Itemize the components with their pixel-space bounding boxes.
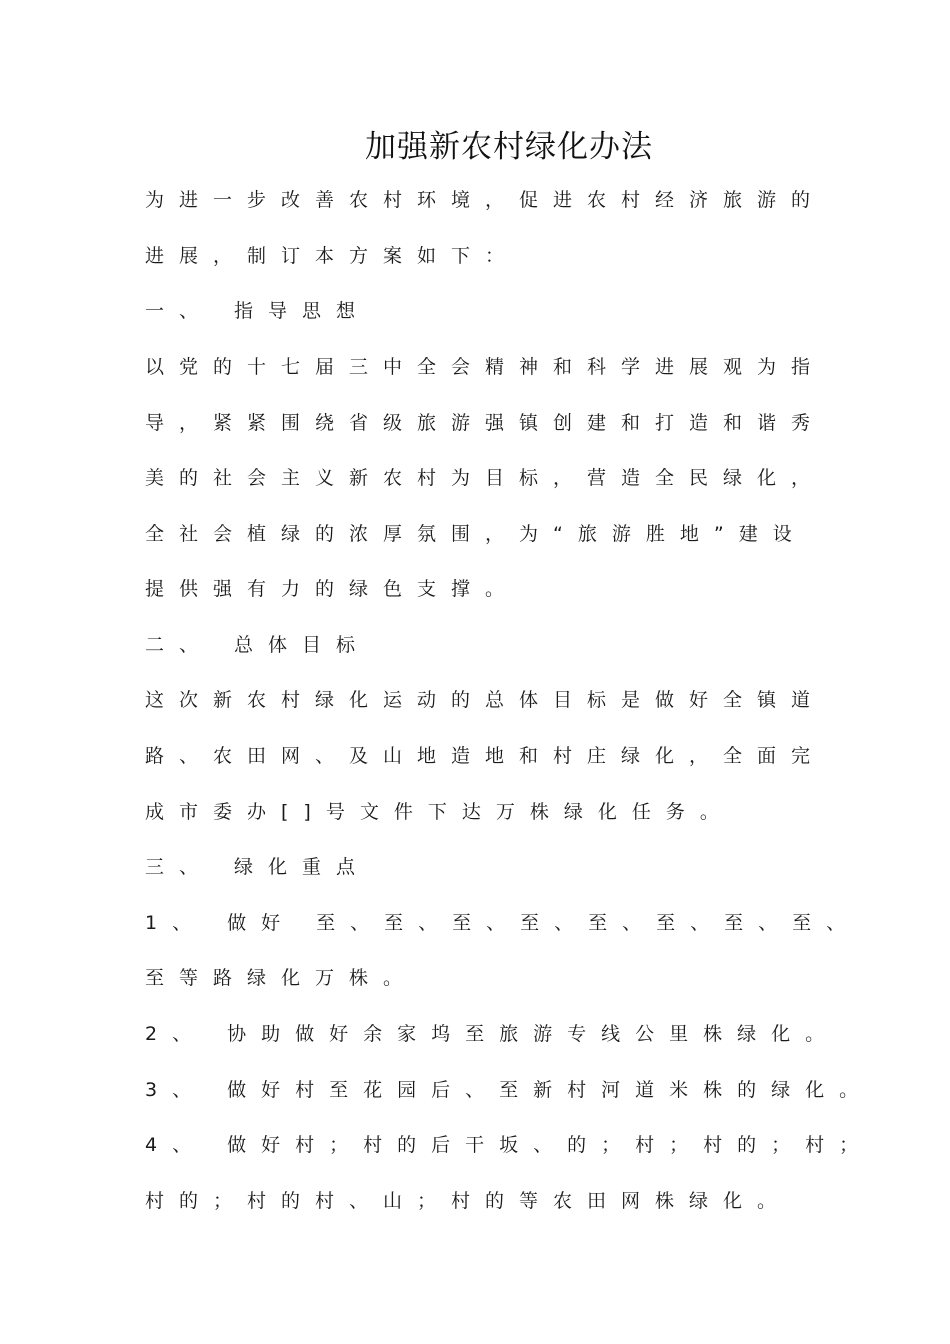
list-item-2: 2、 协助做好余家坞至旅游专线公里株绿化。 bbox=[145, 1023, 840, 1045]
paragraph-line-8: 这次新农村绿化运动的总体目标是做好全镇道 bbox=[145, 689, 826, 711]
section-heading-1: 一、 指导思想 bbox=[145, 300, 371, 322]
list-item-3: 3、 做好村至花园后、至新村河道米株的绿化。 bbox=[145, 1079, 874, 1101]
paragraph-line-6: 全社会植绿的浓厚氛围，为“旅游胜地”建设 bbox=[145, 523, 807, 545]
list-item-1: 1、 做好 至、至、至、至、至、至、至、至、 bbox=[145, 912, 861, 934]
paragraph-line-5: 美的社会主义新农村为目标，营造全民绿化， bbox=[145, 467, 826, 489]
paragraph-line-9: 路、农田网、及山地造地和村庄绿化，全面完 bbox=[145, 745, 826, 767]
paragraph-line-3: 以党的十七届三中全会精神和科学进展观为指 bbox=[145, 356, 826, 378]
section-heading-2: 二、 总体目标 bbox=[145, 634, 371, 656]
list-item-4-continued: 村的；村的村、山；村的等农田网株绿化。 bbox=[145, 1190, 792, 1212]
section-heading-3: 三、 绿化重点 bbox=[145, 856, 371, 878]
paragraph-line-10: 成市委办[]号文件下达万株绿化任务。 bbox=[145, 801, 734, 823]
paragraph-line-7: 提供强有力的绿色支撑。 bbox=[145, 578, 520, 600]
paragraph-line-1: 为进一步改善农村环境，促进农村经济旅游的 bbox=[145, 189, 826, 211]
list-item-4: 4、 做好村；村的后干坂、的；村；村的；村； bbox=[145, 1134, 874, 1156]
document-title: 加强新农村绿化办法 bbox=[365, 129, 653, 165]
paragraph-line-4: 导，紧紧围绕省级旅游强镇创建和打造和谐秀 bbox=[145, 412, 826, 434]
list-item-1-continued: 至等路绿化万株。 bbox=[145, 967, 418, 989]
paragraph-line-2: 进展，制订本方案如下： bbox=[145, 245, 520, 267]
